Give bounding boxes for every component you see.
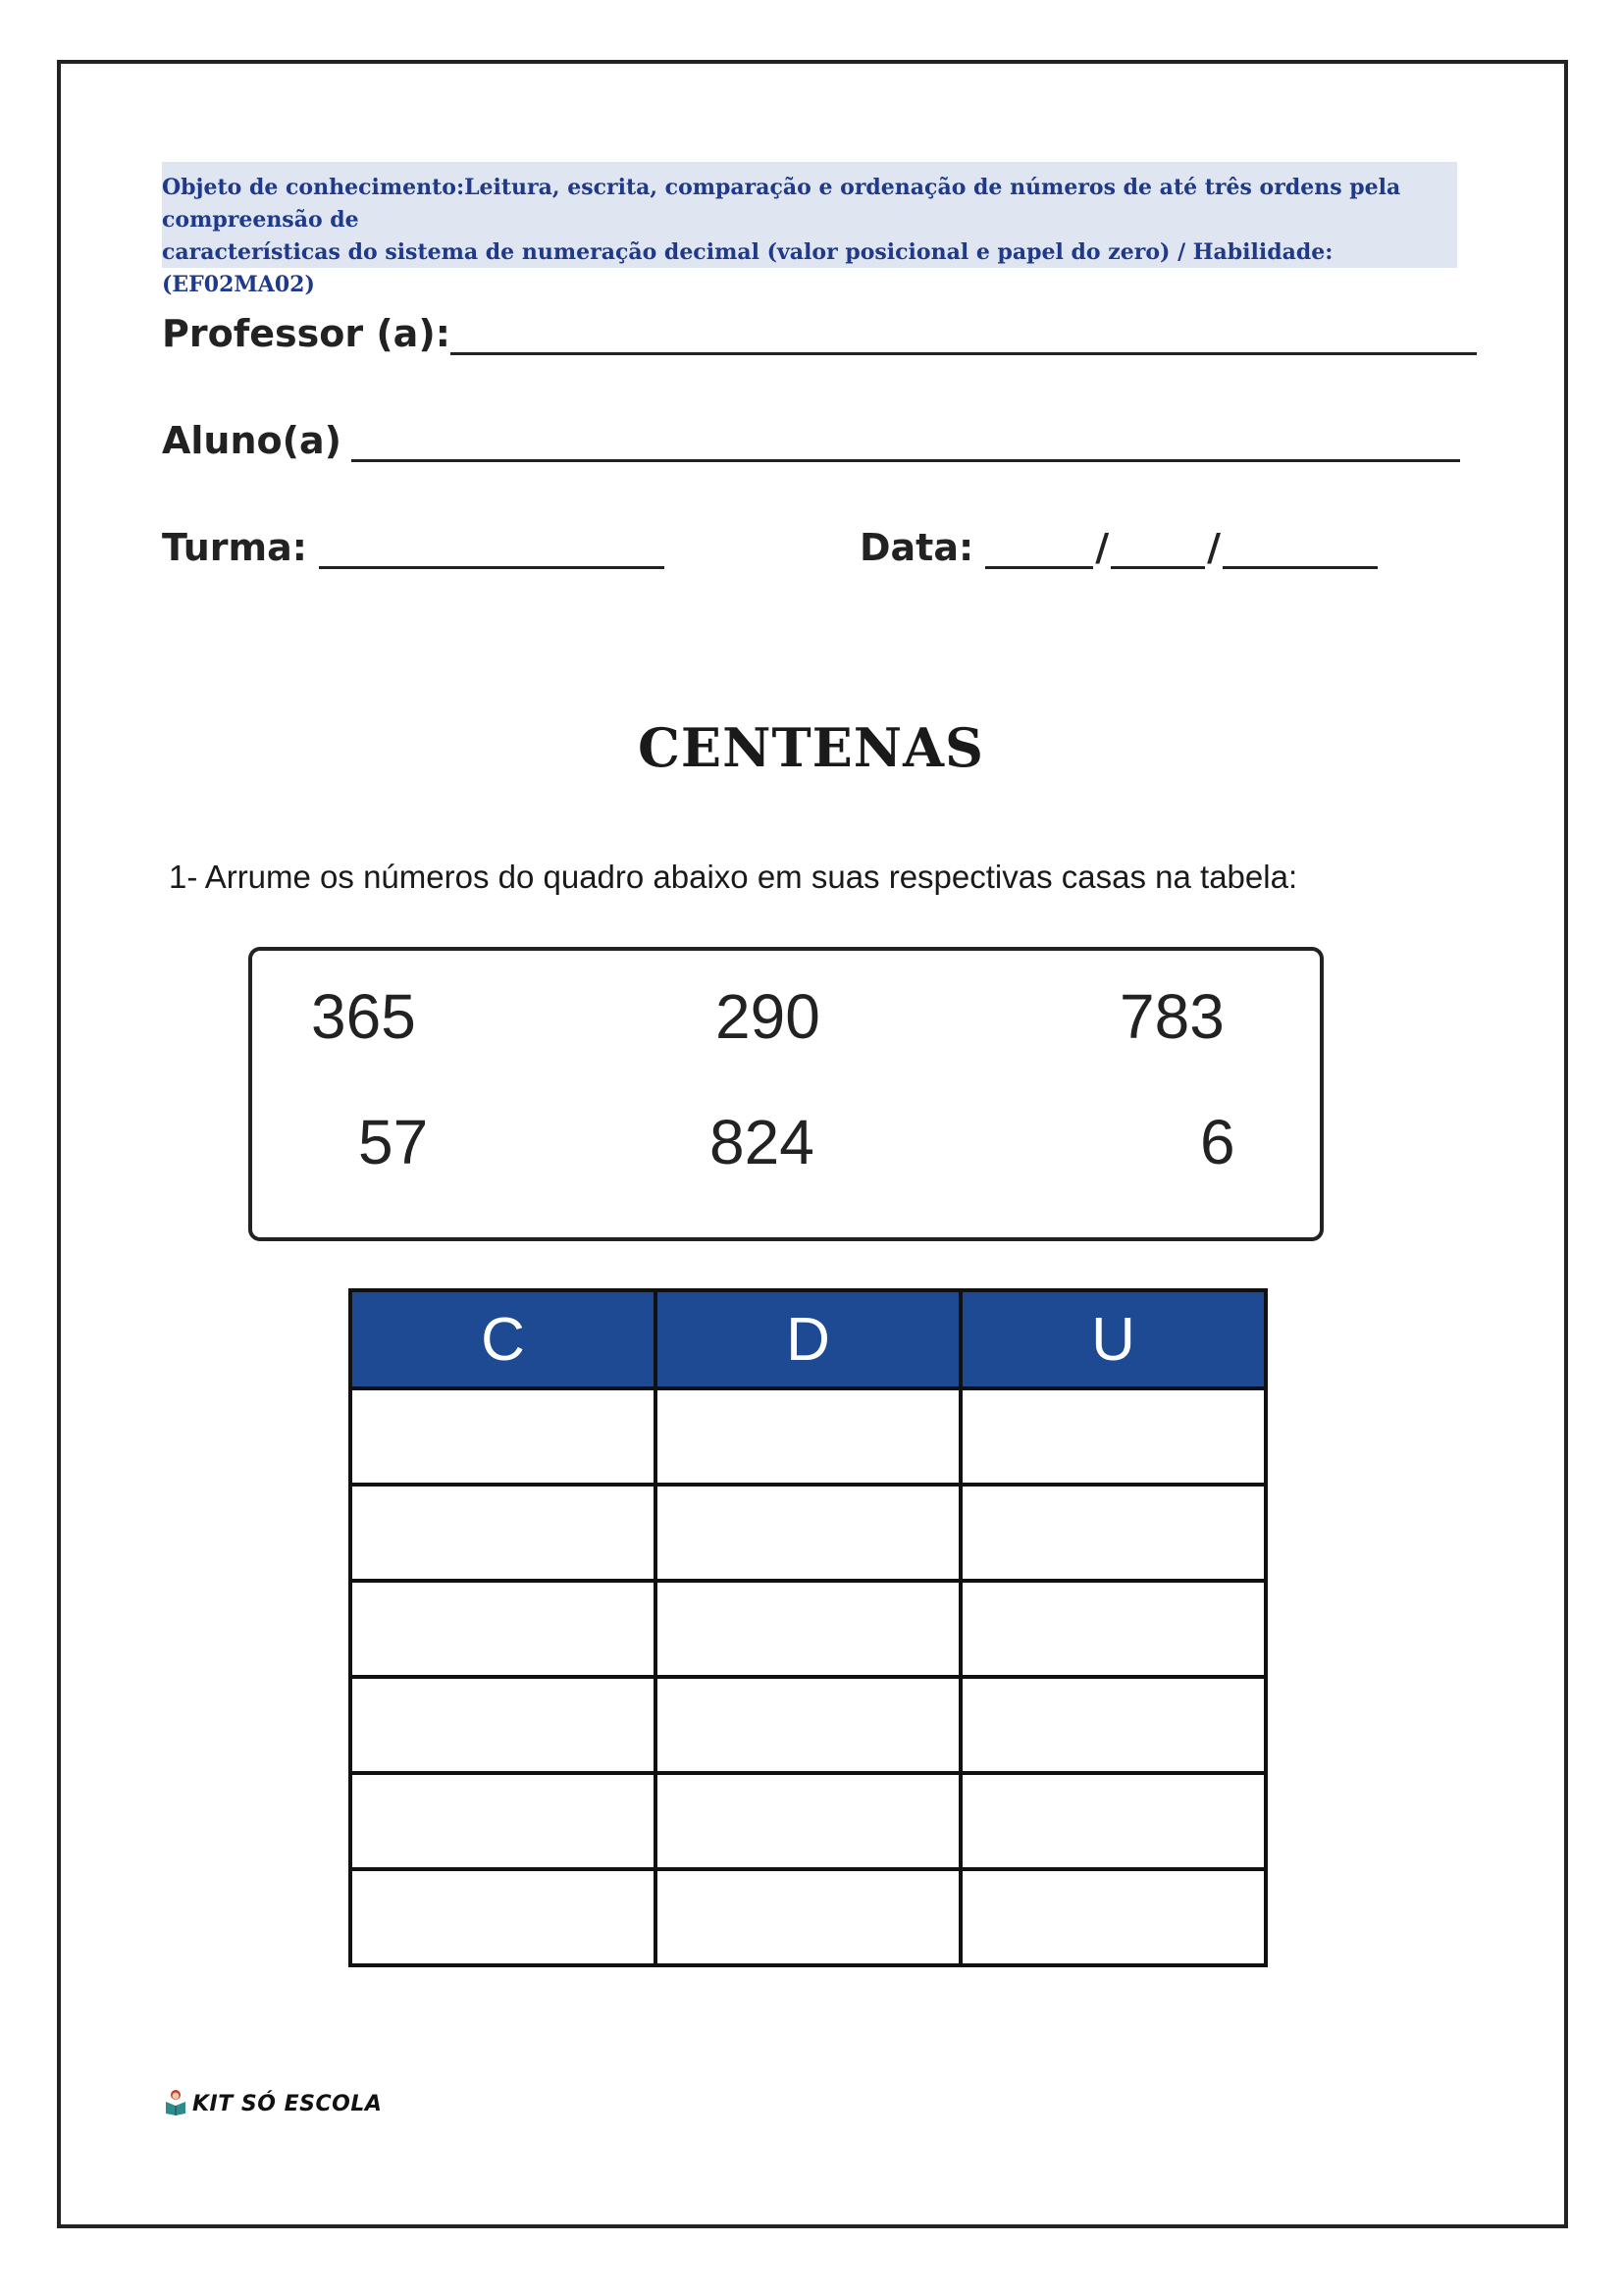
- table-header-row: [350, 1290, 1266, 1388]
- data-label: Data:: [860, 526, 974, 569]
- table-cell[interactable]: [350, 1388, 655, 1485]
- table-row: [350, 1388, 1266, 1485]
- professor-blank[interactable]: [450, 319, 1477, 355]
- table-cell[interactable]: [961, 1388, 1266, 1485]
- professor-label: Professor (a):: [162, 312, 450, 355]
- aluno-label: Aluno(a): [162, 419, 342, 462]
- table-row: [350, 1485, 1266, 1581]
- header-unidades: U: [961, 1290, 1266, 1388]
- table-row: [350, 1581, 1266, 1677]
- table-row: [350, 1869, 1266, 1965]
- knowledge-objective-line-2: características do sistema de numeração decimal (valor posicional e papel do zero) / Habilidade: (EF02MA02): [162, 239, 1334, 297]
- number-item: 824: [709, 1107, 814, 1177]
- table-row: [350, 1677, 1266, 1773]
- header-dezenas: D: [655, 1290, 961, 1388]
- book-reader-icon: [163, 2088, 188, 2120]
- date-separator-1: /: [1095, 526, 1110, 569]
- numbers-box: [248, 947, 1324, 1241]
- table-cell[interactable]: [961, 1485, 1266, 1581]
- knowledge-objective-line-1: Objeto de conhecimento:Leitura, escrita, comparação e ordenação de números de até três ordens pela compreensão de: [162, 175, 1401, 233]
- turma-label: Turma:: [162, 526, 307, 569]
- number-item: 783: [1120, 981, 1225, 1052]
- number-item: 6: [1200, 1107, 1235, 1177]
- table-cell[interactable]: [350, 1869, 655, 1965]
- table-cell[interactable]: [961, 1869, 1266, 1965]
- table-cell[interactable]: [655, 1869, 961, 1965]
- table-cell[interactable]: [350, 1773, 655, 1869]
- table-cell[interactable]: [961, 1773, 1266, 1869]
- table-cell[interactable]: [655, 1485, 961, 1581]
- table-cell[interactable]: [961, 1581, 1266, 1677]
- table-cell[interactable]: [350, 1485, 655, 1581]
- table-cell[interactable]: [350, 1581, 655, 1677]
- number-item: 365: [311, 981, 416, 1052]
- table-cell[interactable]: [350, 1677, 655, 1773]
- header-centenas: C: [350, 1290, 655, 1388]
- table-cell[interactable]: [655, 1581, 961, 1677]
- brand-text: KIT SÓ ESCOLA: [192, 2092, 383, 2116]
- turma-blank[interactable]: [319, 533, 664, 569]
- year-blank[interactable]: [1223, 533, 1378, 569]
- aluno-blank[interactable]: [351, 426, 1460, 462]
- table-cell[interactable]: [655, 1677, 961, 1773]
- date-separator-2: /: [1207, 526, 1221, 569]
- worksheet-title: CENTENAS: [637, 716, 985, 779]
- exercise-instruction: 1- Arrume os números do quadro abaixo em suas respectivas casas na tabela:: [169, 859, 1298, 895]
- turma-field: [162, 526, 664, 569]
- table-cell[interactable]: [655, 1388, 961, 1485]
- number-item: 57: [358, 1107, 429, 1177]
- knowledge-objective-banner: [162, 162, 1457, 297]
- month-blank[interactable]: [1111, 533, 1205, 569]
- table-cell[interactable]: [655, 1773, 961, 1869]
- brand-logo: [163, 2088, 382, 2120]
- number-item: 290: [715, 981, 820, 1052]
- data-field: [860, 526, 1378, 569]
- professor-field: [162, 312, 1477, 355]
- aluno-field: [162, 419, 1460, 462]
- table-row: [350, 1773, 1266, 1869]
- place-value-table: [348, 1288, 1268, 1967]
- table-cell[interactable]: [961, 1677, 1266, 1773]
- day-blank[interactable]: [985, 533, 1093, 569]
